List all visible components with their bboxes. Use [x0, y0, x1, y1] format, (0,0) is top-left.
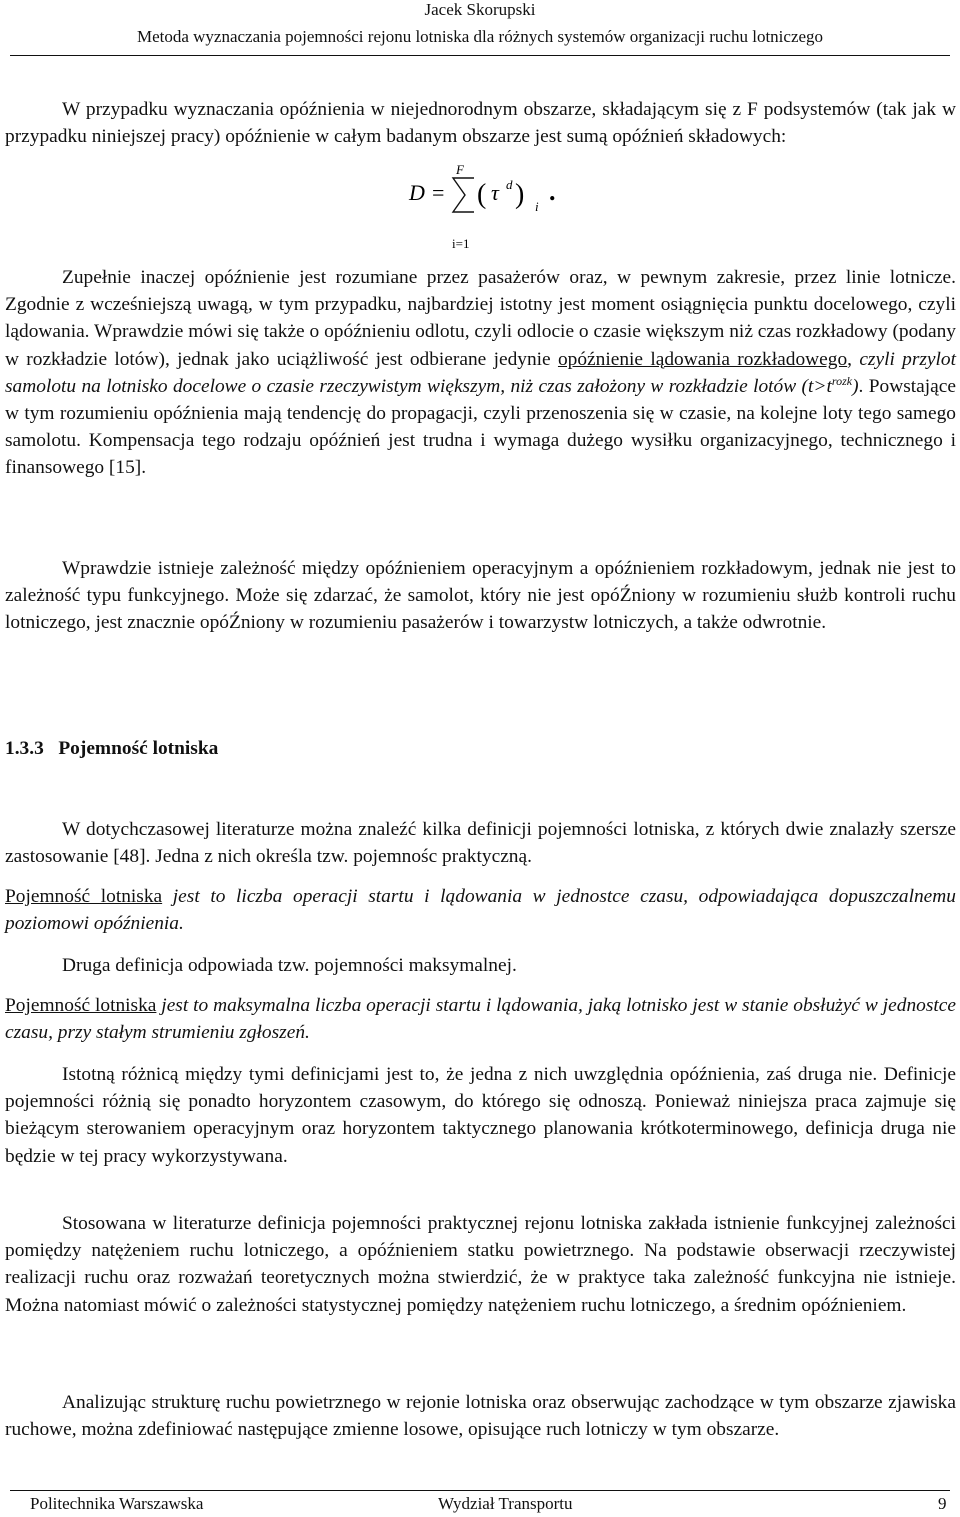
formula-superscript: d	[506, 177, 513, 192]
section-title: Pojemność lotniska	[58, 738, 219, 759]
underlined-term: opóźnienie lądowania rozkładowego	[557, 348, 848, 370]
formula-upper-limit: F	[456, 162, 464, 177]
formula-lhs: D	[409, 180, 425, 205]
paragraph-second-definition: Druga definicja odpowiada tzw. pojemności maksymalnej.	[62, 955, 517, 976]
paragraph-delay-relation: Wprawdzie istnieje zależność między opóźnieniem operacyjnym a opóźnieniem rozkładowym, jednak nie jest to zależność typu funkcyjnego. Może się zdarzać, że samolot, który nie jest opóŹniony w rozumieniu służb kontroli ruchu lotniczego, jest znacznie opóŹniony w rozumieniu pasażerów i towarzystw lotniczych, a także odwrotnie.	[5, 558, 956, 634]
formula-tau: τ	[491, 180, 499, 205]
paragraph-delay-sum: W przypadku wyznaczania opóźnienia w niejednorodnym obszarze, składającym się z F podsystemów (tak jak w przypadku niniejszej pracy) opóźnienie w całym badanym obszarze jest sumą opóźnień składowych:	[5, 99, 956, 148]
paragraph-capacity-intro: W dotychczasowej literaturze można znaleźć kilka definicji pojemności lotniska, z których dwie znalazły szersze zastosowanie [48]. Jedna z nich określa tzw. pojemnośc praktyczną.	[5, 819, 956, 868]
superscript-rozk: rozk	[831, 373, 853, 388]
definition-term: Pojemność lotniska	[5, 886, 163, 907]
sigma-symbol	[453, 178, 474, 212]
formula-period: .	[549, 177, 556, 206]
definition-maximum-capacity	[5, 992, 956, 1046]
paragraph-statistical-relation: Stosowana w literaturze definicja pojemności praktycznej rejonu lotniska zakłada istnienie funkcyjnej zależności pomiędzy natężeniem ruchu lotniczego, a opóźnieniem statku powietrznego. Na podstawie obserwacji rzeczywistej realizacji ruchu oraz rozważań teoretycznych można stwierdzić, że w praktyce taka zależność funkcyjna nie istnieje. Można natomiast mówić o zależności statystycznej pomiędzy natężeniem ruchu lotniczego, a średnim opóźnieniem.	[5, 1213, 956, 1316]
paragraph-definition-difference: Istotną różnicą między tymi definicjami jest to, że jedna z nich uwzględnia opóźnienia, zaś druga nie. Definicje pojemności różnią się ponadto horyzontem czasowym, do którego się odnoszą. Ponieważ niniejsza praca zajmuje się bieżącym sterowaniem operacyjnym oraz horyzontem taktycznego planowania krótkoterminowego, definicja druga nie będzie w tej pracy wykorzystywana.	[5, 1064, 956, 1167]
formula-lower-limit: i=1	[452, 236, 470, 251]
formula-close-paren: )	[515, 179, 525, 210]
paragraph-text: Zupełnie inaczej opóźnienie jest rozumiane przez pasażerów oraz, w pewnym zakresie, przez linie lotnicze. Zgodnie z wcześniejszą uwagą, w tym przypadku, najbardziej istotny jest moment osiągnięcia punktu docelowego, czyli lądowania. Wprawdzie mówi się także o opóźnieniu odlotu, czyli odlocie o czasie większym niż czas rozkładowy (podany w rozkładzie lotów), jednak jako uciążliwość jest odbierane jedynie	[5, 267, 956, 370]
definition-term: Pojemność lotniska	[5, 995, 157, 1016]
running-header-author: Jacek Skorupski	[424, 0, 536, 19]
formula-subscript: i	[535, 199, 539, 214]
paragraph-random-variables: Analizując strukturę ruchu powietrznego w rejonie lotniska oraz obserwując zachodzące w tym obszarze zjawiska ruchowe, można zdefiniować następujące zmienne losowe, opisujące ruch lotniczy w tym obszarze.	[5, 1392, 956, 1441]
footer-faculty: Wydział Transportu	[438, 1494, 573, 1513]
formula-total-delay	[405, 158, 605, 258]
section-heading	[5, 738, 218, 760]
definition-practical-capacity	[5, 883, 956, 937]
paragraph-text: ,	[847, 348, 860, 370]
section-number: 1.3.3	[5, 738, 44, 759]
paragraph-text: . Powstające w tym rozumieniu opóźnienia mają tendencję do propagacji, czyli przenoszenia się w czasie, na kolejne loty tego samego samolotu. Kompensacja tego rodzaju opóźnień jest trudna i wymaga dużego wysiłku organizacyjnego, technicznego i finansowego [15].	[5, 375, 956, 479]
page-number: 9	[938, 1494, 947, 1513]
paragraph-passenger-delay	[5, 264, 956, 482]
formula-equals: =	[432, 180, 445, 205]
formula-open-paren: (	[477, 179, 487, 210]
footer-rule	[10, 1490, 950, 1491]
definition-text: jest to maksymalna liczba operacji startu i lądowania, jaką lotnisko jest w stanie obsłużyć w jednostce czasu, przy stałym strumieniu zgłoszeń.	[5, 995, 956, 1044]
footer-university: Politechnika Warszawska	[30, 1494, 204, 1513]
header-rule	[10, 55, 950, 56]
italic-definition: czyli przylot samolotu na lotnisko docelowe o czasie rzeczywistym większym, niż czas założony w rozkładzie lotów (t>t	[5, 348, 957, 397]
running-header-title: Metoda wyznaczania pojemności rejonu lotniska dla różnych systemów organizacji ruchu lotniczego	[136, 27, 824, 46]
italic-close-paren: )	[852, 375, 859, 397]
definition-text: jest to liczba operacji startu i lądowania w jednostce czasu, odpowiadająca dopuszczalnemu poziomowi opóźnienia.	[5, 886, 956, 935]
